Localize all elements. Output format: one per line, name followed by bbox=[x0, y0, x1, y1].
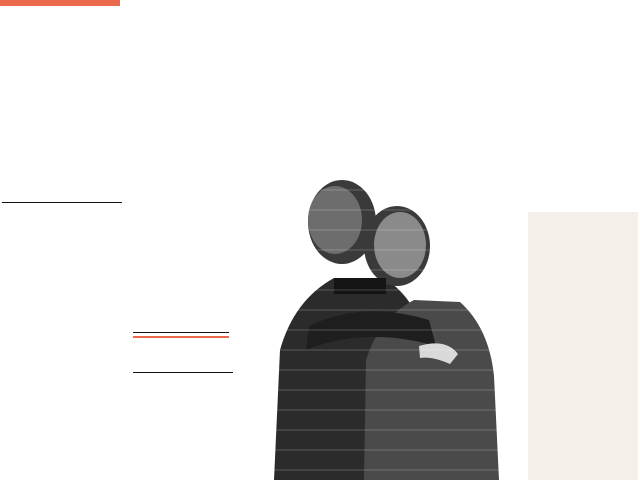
rule bbox=[133, 332, 229, 333]
rule bbox=[133, 372, 233, 373]
photo-illustration bbox=[214, 150, 504, 480]
chart-desemprego bbox=[133, 370, 233, 478]
chart-inflacao bbox=[133, 330, 229, 338]
masthead bbox=[0, 0, 120, 200]
inflacao-value-row bbox=[133, 336, 229, 338]
bubble-area bbox=[2, 222, 122, 477]
plot-area bbox=[133, 390, 233, 476]
right-indicator-stack bbox=[528, 212, 638, 480]
photo-passos-portas bbox=[214, 150, 504, 480]
accent-bar bbox=[0, 0, 120, 6]
chart-crescimento-pib bbox=[2, 200, 122, 480]
rule bbox=[2, 202, 122, 203]
